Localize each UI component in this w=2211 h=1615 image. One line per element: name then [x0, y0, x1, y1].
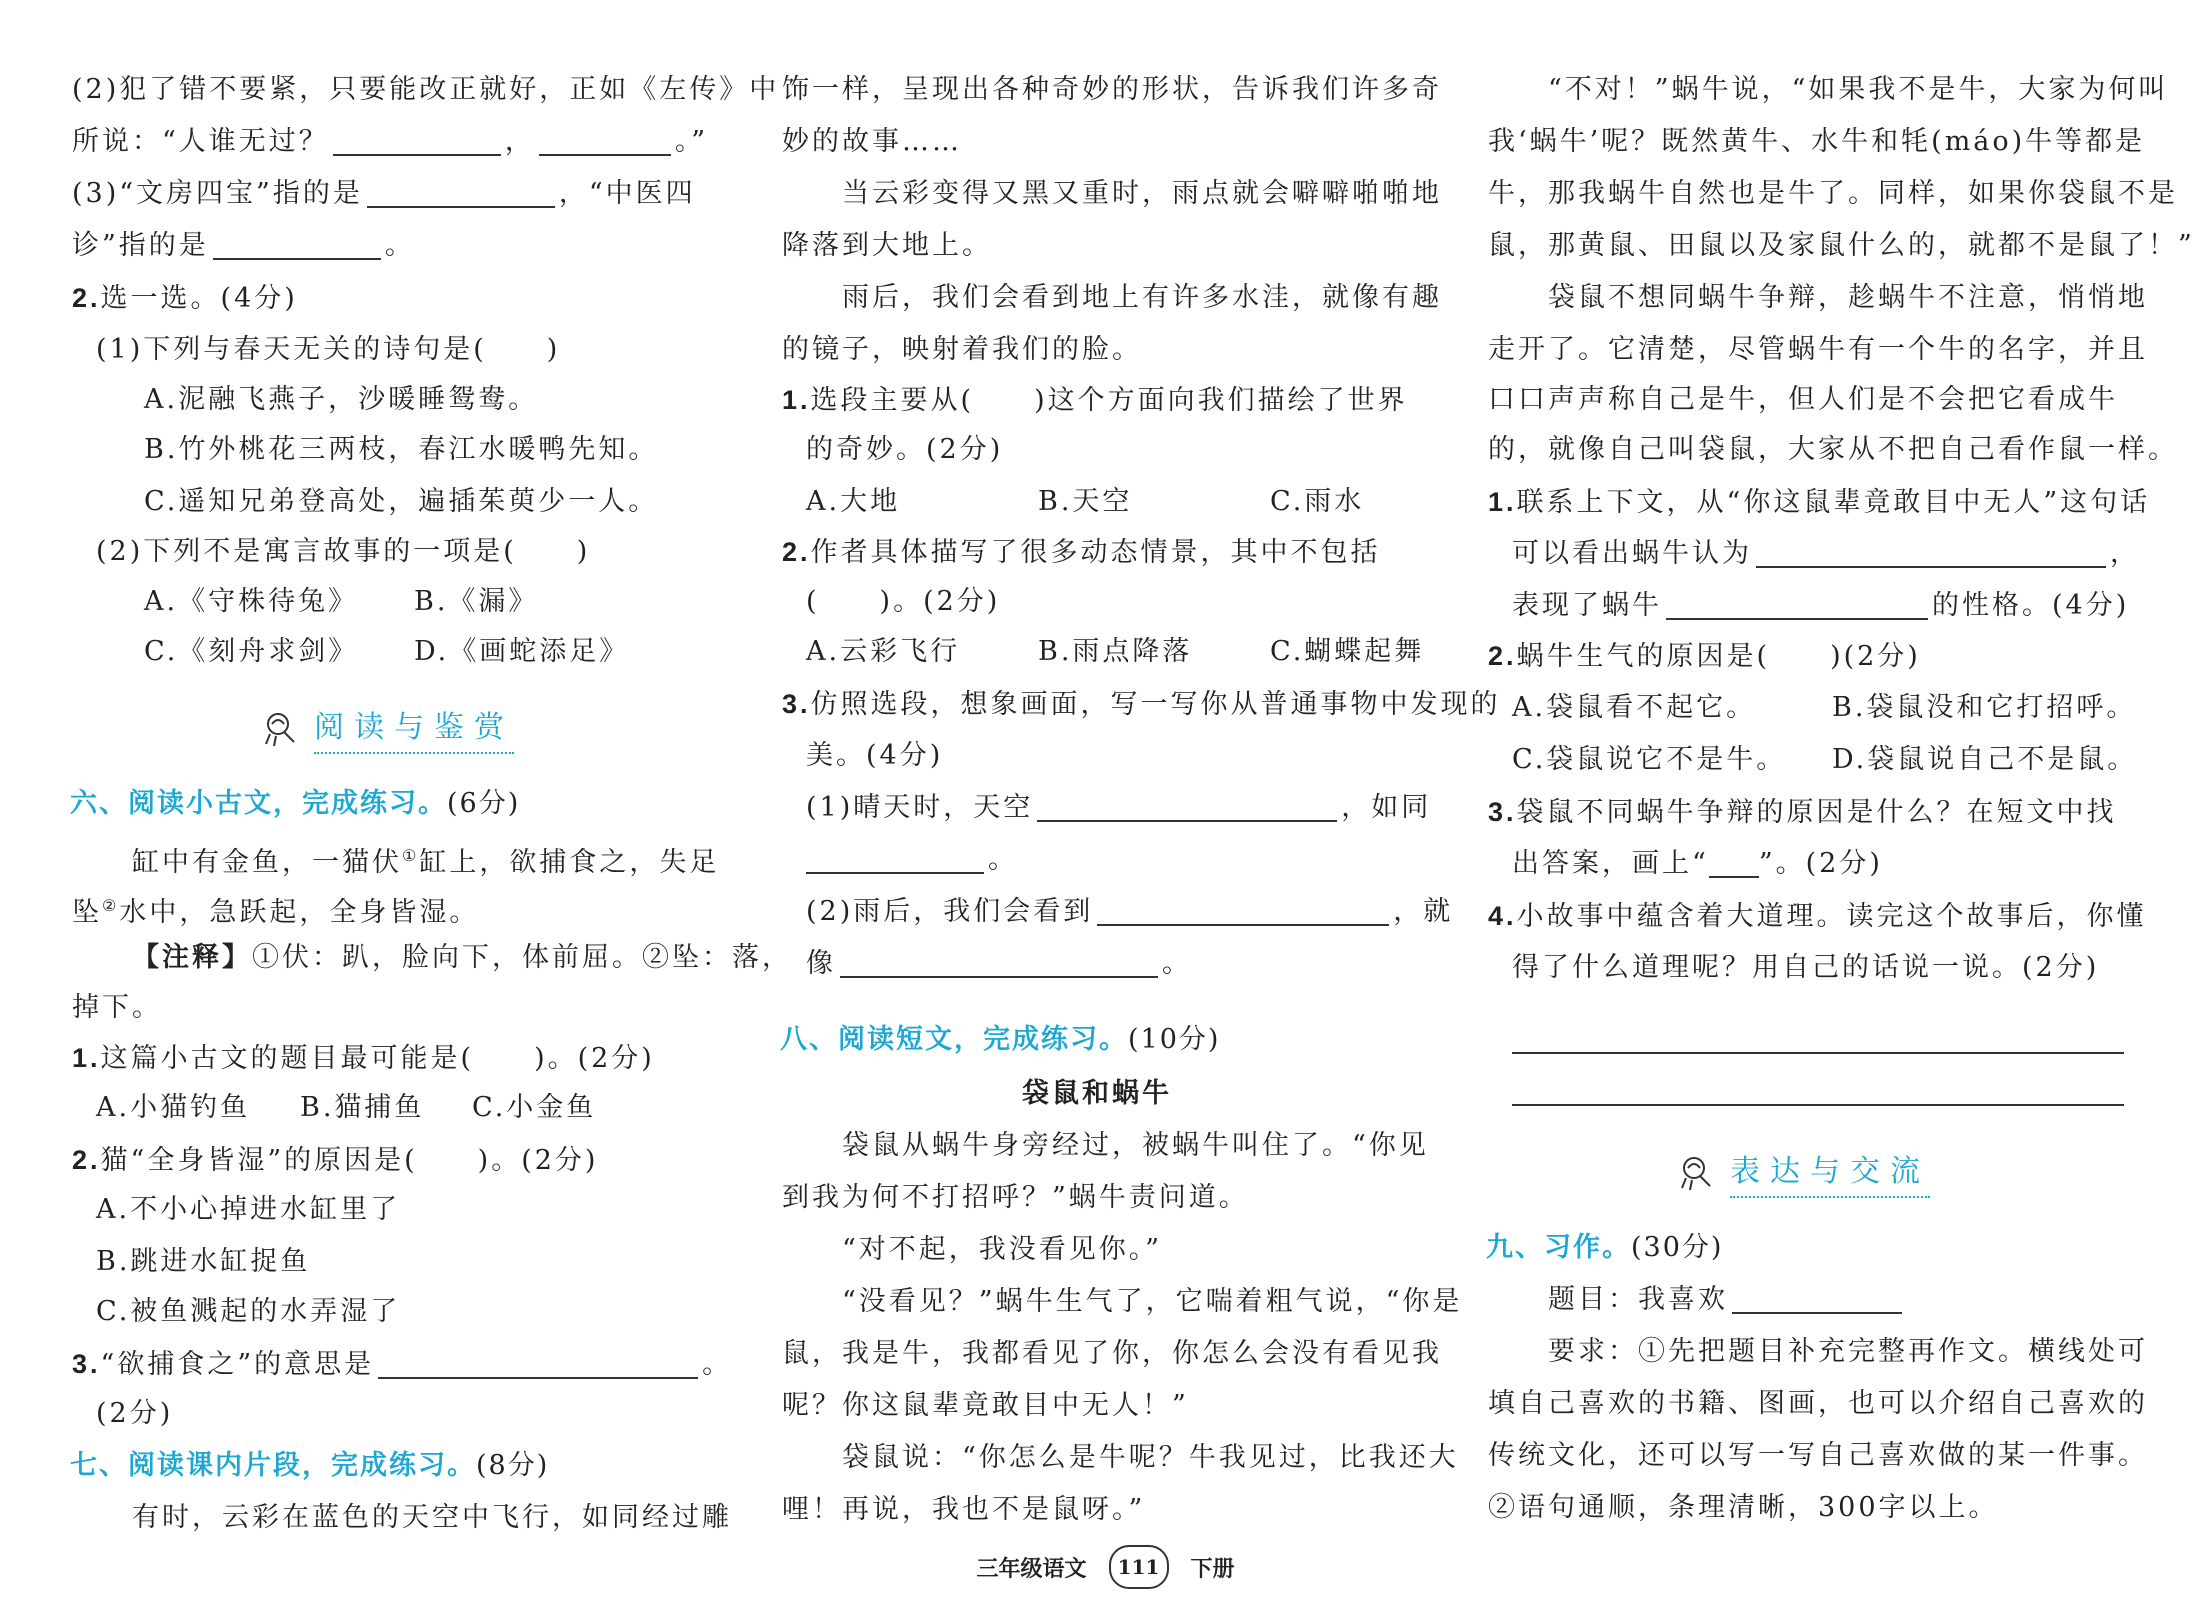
s7-passage-line4: 当云彩变得又黑又重时，雨点就会噼噼啪啪地	[842, 178, 1442, 209]
s7-q1-option-a: A.大地	[806, 486, 901, 517]
s6-passage-line1: 缸中有金鱼，一猫伏①缸上，欲捕食之，失足	[132, 846, 720, 878]
footer-grade: 三年级语文	[976, 1556, 1087, 1582]
s6-q1: 1.这篇小古文的题目最可能是( )。(2分)	[72, 1043, 655, 1074]
story-line13: 袋鼠不想同蜗牛争辩，趁蜗牛不注意，悄悄地	[1548, 282, 2148, 313]
footer-volume: 下册	[1190, 1556, 1235, 1582]
s7-q2-option-c: C.蝴蝶起舞	[1270, 636, 1425, 667]
story-line12: 鼠，那黄鼠、田鼠以及家鼠什么的，就都不是鼠了！”	[1488, 230, 2195, 261]
s6-q2-option-a: A.不小心掉进水缸里了	[96, 1194, 401, 1225]
s8-q2: 2.蜗牛生气的原因是( )(2分)	[1488, 641, 1921, 672]
q1-3-line2: 诊”指的是 。	[72, 230, 415, 261]
q1-3-line1: (3)“文房四宝”指的是 ，“中医四	[72, 178, 696, 209]
s6-q3-points: (2分)	[96, 1398, 174, 1429]
story-line4: “没看见？”蜗牛生气了，它喘着粗气说，“你是	[842, 1286, 1463, 1317]
s7-q3-1-line1: (1)晴天时，天空 ，如同	[806, 792, 1432, 823]
answer-line-1[interactable]	[1512, 1052, 2124, 1054]
s8-q4-line1: 4.小故事中蕴含着大道理。读完这个故事后，你懂	[1488, 901, 2147, 932]
s7-passage-line2: 饰一样，呈现出各种奇妙的形状，告诉我们许多奇	[782, 74, 1442, 105]
s6-q1-option-c: C.小金鱼	[472, 1092, 597, 1123]
section-9-title: 九、习作。(30分)	[1486, 1232, 1724, 1263]
s7-q2-option-a: A.云彩飞行	[806, 636, 961, 667]
s8-q3-line1: 3.袋鼠不同蜗牛争辩的原因是什么？在短文中找	[1488, 797, 2117, 828]
s6-passage-line2: 坠②水中，急跃起，全身皆湿。	[72, 896, 480, 928]
story-line8: 哩！再说，我也不是鼠呀。”	[782, 1494, 1146, 1525]
story-line5: 鼠，我是牛，我都看见了你，你怎么会没有看见我	[782, 1338, 1442, 1369]
s8-q2-option-d: D.袋鼠说自己不是鼠。	[1832, 744, 2138, 775]
s7-passage-line1: 有时，云彩在蓝色的天空中飞行，如同经过雕	[132, 1502, 732, 1533]
q2-2: (2)下列不是寓言故事的一项是( )	[96, 536, 591, 567]
q2-2-option-b: B.《漏》	[414, 586, 539, 617]
story-line16: 的，就像自己叫袋鼠，大家从不把自己看作鼠一样。	[1488, 434, 2178, 465]
q1-2-line1: (2)犯了错不要紧，只要能改正就好，正如《左传》中	[72, 74, 780, 105]
s8-q2-option-a: A.袋鼠看不起它。	[1512, 692, 1757, 723]
section-7-title: 七、阅读课内片段，完成练习。(8分)	[70, 1450, 550, 1481]
essay-topic: 题目：我喜欢	[1548, 1282, 1906, 1322]
story-line2: 到我为何不打招呼？”蜗牛责问道。	[782, 1182, 1249, 1213]
story-line7: 袋鼠说：“你怎么是牛呢？牛我见过，比我还大	[842, 1442, 1459, 1473]
answer-line-2[interactable]	[1512, 1104, 2124, 1106]
q2-2-option-d: D.《画蛇添足》	[414, 636, 630, 667]
s6-q1-option-b: B.猫捕鱼	[300, 1092, 425, 1123]
story-line6: 呢？你这鼠辈竟敢目中无人！”	[782, 1390, 1189, 1421]
story-line3: “对不起，我没看见你。”	[842, 1234, 1163, 1265]
story-line14: 走开了。它清楚，尽管蜗牛有一个牛的名字，并且	[1488, 334, 2148, 365]
s7-passage-line5: 降落到大地上。	[782, 230, 992, 261]
q2-2-option-c: C.《刻舟求剑》	[144, 636, 359, 667]
s8-q3-line2: 出答案，画上“ ”。(2分)	[1512, 848, 1883, 879]
s7-q3-line1: 3.仿照选段，想象画面，写一写你从普通事物中发现的	[782, 689, 1501, 720]
s8-q1-line2: 可以看出蜗牛认为 ，	[1512, 538, 2140, 569]
q2-2-option-a: A.《守株待兔》	[144, 586, 359, 617]
s7-q3-2-line2: 像 。	[806, 948, 1192, 979]
q2-heading: 2.选一选。(4分)	[72, 283, 298, 314]
s6-q1-option-a: A.小猫钓鱼	[96, 1092, 251, 1123]
essay-req-line3: 传统文化，还可以写一写自己喜欢做的某一件事。	[1488, 1440, 2148, 1471]
s6-note-line1: 【注释】①伏：趴，脸向下，体前屈。②坠：落，	[132, 942, 792, 973]
q1-2-line2: 所说：“人谁无过？ ， 。”	[72, 126, 709, 157]
s6-q3: 3.“欲捕食之”的意思是 。	[72, 1349, 733, 1380]
story-title: 袋鼠和蜗牛	[1022, 1078, 1172, 1109]
s7-q1-option-c: C.雨水	[1270, 486, 1365, 517]
s7-passage-line3: 妙的故事……	[782, 126, 962, 157]
essay-req-line1: 要求：①先把题目补充完整再作文。横线处可	[1548, 1336, 2148, 1367]
section-6-title: 六、阅读小古文，完成练习。(6分)	[70, 788, 521, 819]
s7-q3-2-line1: (2)雨后，我们会看到 ，就	[806, 896, 1454, 927]
expression-icon	[1678, 1150, 1722, 1194]
s7-q3-line2: 美。(4分)	[806, 740, 944, 771]
essay-req-line2: 填自己喜欢的书籍、图画，也可以介绍自己喜欢的	[1488, 1388, 2148, 1419]
s7-q3-1-line2: 。	[806, 842, 1018, 882]
section-banner-expression: 表达与交流	[1678, 1146, 1930, 1198]
q2-1-option-a: A.泥融飞燕子，沙暖睡鸳鸯。	[144, 384, 539, 415]
s8-q1-line1: 1.联系上下文，从“你这鼠辈竟敢目中无人”这句话	[1488, 487, 2151, 518]
s7-passage-line6: 雨后，我们会看到地上有许多水洼，就像有趣	[842, 282, 1442, 313]
s7-q1-option-b: B.天空	[1038, 486, 1133, 517]
story-line15: 口口声声称自己是牛，但人们是不会把它看成牛	[1488, 384, 2118, 415]
s7-q1-line2: 的奇妙。(2分)	[806, 434, 1004, 465]
story-line1: 袋鼠从蜗牛身旁经过，被蜗牛叫住了。“你见	[842, 1130, 1429, 1161]
s6-q2-option-c: C.被鱼溅起的水弄湿了	[96, 1296, 401, 1327]
s7-q2-line1: 2.作者具体描写了很多动态情景，其中不包括	[782, 537, 1381, 568]
s7-q2-line2: ( )。(2分)	[806, 586, 1001, 617]
story-line9: “不对！”蜗牛说，“如果我不是牛，大家为何叫	[1548, 74, 2169, 105]
s6-q2: 2.猫“全身皆湿”的原因是( )。(2分)	[72, 1145, 599, 1176]
q2-1: (1)下列与春天无关的诗句是( )	[96, 334, 561, 365]
s6-note-line2: 掉下。	[72, 992, 162, 1023]
page-footer	[0, 1545, 2211, 1589]
section-banner-reading: 阅读与鉴赏	[262, 702, 514, 754]
s8-q4-line2: 得了什么道理呢？用自己的话说一说。(2分)	[1512, 952, 2100, 983]
s7-q1-line1: 1.选段主要从( )这个方面向我们描绘了世界	[782, 385, 1408, 416]
page-number: 111	[1109, 1545, 1169, 1589]
essay-req-line4: ②语句通顺，条理清晰，300字以上。	[1488, 1492, 1999, 1523]
s6-q2-option-b: B.跳进水缸捉鱼	[96, 1246, 311, 1277]
story-line10: 我‘蜗牛’呢？既然黄牛、水牛和牦(máo)牛等都是	[1488, 126, 2146, 157]
story-line11: 牛，那我蜗牛自然也是牛了。同样，如果你袋鼠不是	[1488, 178, 2178, 209]
s7-passage-line7: 的镜子，映射着我们的脸。	[782, 334, 1142, 365]
q2-1-option-c: C.遥知兄弟登高处，遍插茱萸少一人。	[144, 486, 659, 517]
s8-q2-option-c: C.袋鼠说它不是牛。	[1512, 744, 1787, 775]
s7-q2-option-b: B.雨点降落	[1038, 636, 1193, 667]
s8-q1-line3: 表现了蜗牛 的性格。(4分)	[1512, 590, 2130, 621]
s8-q2-option-b: B.袋鼠没和它打招呼。	[1832, 692, 2137, 723]
section-8-title: 八、阅读短文，完成练习。(10分)	[780, 1024, 1221, 1055]
reading-icon	[262, 706, 306, 750]
q2-1-option-b: B.竹外桃花三两枝，春江水暖鸭先知。	[144, 434, 659, 465]
